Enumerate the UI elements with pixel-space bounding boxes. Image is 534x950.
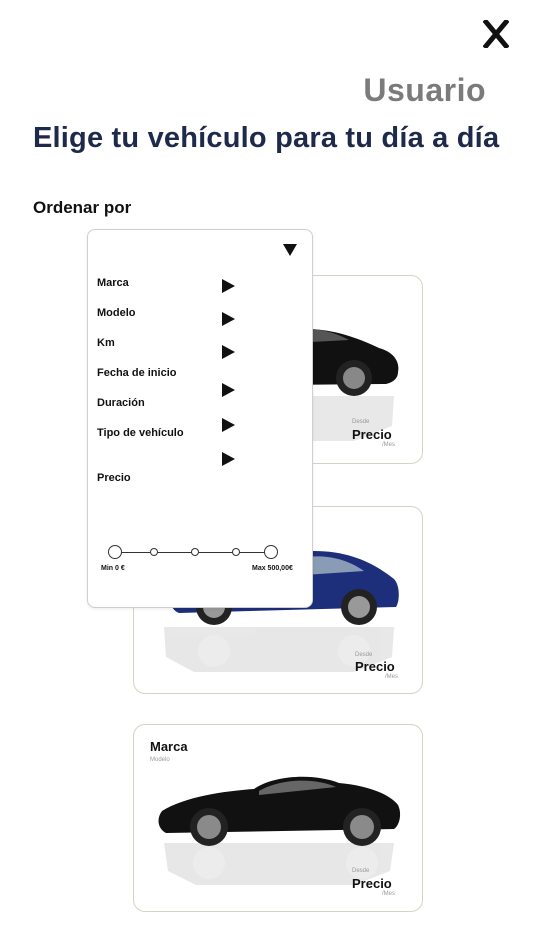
slider-stop <box>232 548 240 556</box>
play-arrow-icon[interactable] <box>221 278 236 294</box>
card-price: Precio <box>352 427 392 442</box>
caret-down-icon[interactable] <box>282 243 298 257</box>
sort-option-modelo[interactable]: Modelo <box>97 307 136 319</box>
slider-max-handle[interactable] <box>264 545 278 559</box>
sort-label: Ordenar por <box>33 198 132 217</box>
card-price-from: Desde <box>355 652 373 658</box>
sort-option-precio[interactable]: Precio <box>97 472 131 484</box>
user-label[interactable]: Usuario <box>363 72 486 108</box>
card-price-from: Desde <box>352 868 370 874</box>
price-range-slider[interactable] <box>108 545 278 559</box>
card-brand: Marca <box>150 739 188 754</box>
play-arrow-icon[interactable] <box>221 311 236 327</box>
sort-option-tipo-vehiculo[interactable]: Tipo de vehículo <box>97 427 184 439</box>
price-min-label: Min 0 € <box>101 565 125 572</box>
close-icon <box>483 20 509 48</box>
card-price: Precio <box>352 876 392 891</box>
sort-option-marca[interactable]: Marca <box>97 277 129 289</box>
play-arrow-icon[interactable] <box>221 451 236 467</box>
play-arrow-icon[interactable] <box>221 382 236 398</box>
vehicle-card[interactable] <box>133 724 423 912</box>
price-max-label: Max 500,00€ <box>252 565 293 572</box>
card-price-unit: /Mes <box>382 891 396 897</box>
close-button[interactable] <box>478 14 514 54</box>
sort-option-duracion[interactable]: Duración <box>97 397 145 409</box>
play-arrow-icon[interactable] <box>221 417 236 433</box>
slider-min-handle[interactable] <box>108 545 122 559</box>
sort-dropdown[interactable] <box>87 229 313 608</box>
sort-option-fecha-inicio[interactable]: Fecha de inicio <box>97 367 177 379</box>
card-price-from: Desde <box>352 419 370 425</box>
card-price-unit: /Mes <box>382 442 396 448</box>
card-price: Precio <box>355 659 395 674</box>
slider-stop <box>150 548 158 556</box>
slider-stop <box>191 548 199 556</box>
car-body <box>159 777 401 846</box>
card-price-unit: /Mes <box>385 674 399 680</box>
play-arrow-icon[interactable] <box>221 344 236 360</box>
page-title: Elige tu vehículo para tu día a día <box>33 122 500 154</box>
card-model: Modelo <box>150 757 170 763</box>
sort-option-km[interactable]: Km <box>97 337 115 349</box>
